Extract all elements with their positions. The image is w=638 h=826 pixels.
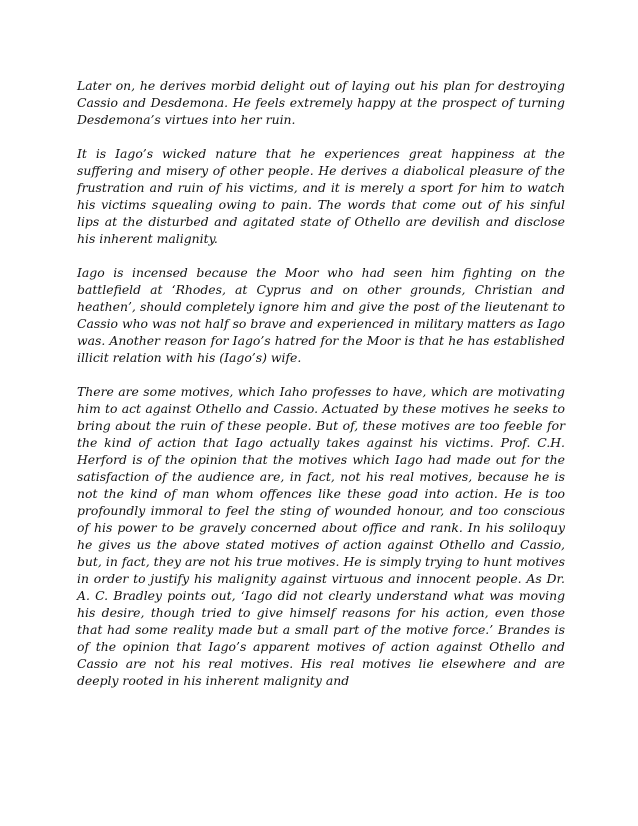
paragraph-wicked-nature: It is Iago’s wicked nature that he experiences great happiness at the suffering and misery of other people. He derives a diabolical pleasure of the frustration and ruin of his victims, and it is merely a sport for him to watch his victims squealing owing to pain. The words that come out of his sinful lips at the disturbed and agitated state of Othello are devilish and disclose his inherent malignity.	[77, 146, 565, 246]
paragraph-later-on: Later on, he derives morbid delight out of laying out his plan for destroying Cassio and Desdemona. He feels extremely happy at the prospect of turning Desdemona’s virtues into her ruin.	[77, 78, 565, 127]
document-page	[77, 77, 565, 706]
paragraph-incensed: Iago is incensed because the Moor who had seen him fighting on the battlefield at ‘Rhodes, at Cyprus and on other grounds, Christian and heathen’, should completely ignore him and give the post of the lieutenant to Cassio who was not half so brave and experienced in military matters as Iago was. Another reason for Iago’s hatred for the Moor is that he has established illicit relation with his (Iago’s) wife.	[77, 265, 565, 365]
paragraph-motives: There are some motives, which Iaho professes to have, which are motivating him to act against Othello and Cassio. Actuated by these motives he seeks to bring about the ruin of these people. But of, these motives are too feeble for the kind of action that Iago actually takes against his victims. Prof. C.H. Herford is of the opinion that the motives which Iago had made out for the satisfaction of the audience are, in fact, not his real motives, because he is not the kind of man whom offences like these goad into action. He is too profoundly immoral to feel the sting of wounded honour, and too conscious of his power to be gravely concerned about office and rank. In his soliloquy he gives us the above stated motives of action against Othello and Cassio, but, in fact, they are not his true motives. He is simply trying to hunt motives in order to justify his malignity against virtuous and innocent people. As Dr. A. C. Bradley points out, ‘Iago did not clearly understand what was moving his desire, though tried to give himself reasons for his action, even those that had some reality made but a small part of the motive force.’ Brandes is of the opinion that Iago’s apparent motives of action against Othello and Cassio are not his real motives. His real motives lie elsewhere and are deeply rooted in his inherent malignity and	[77, 384, 565, 688]
